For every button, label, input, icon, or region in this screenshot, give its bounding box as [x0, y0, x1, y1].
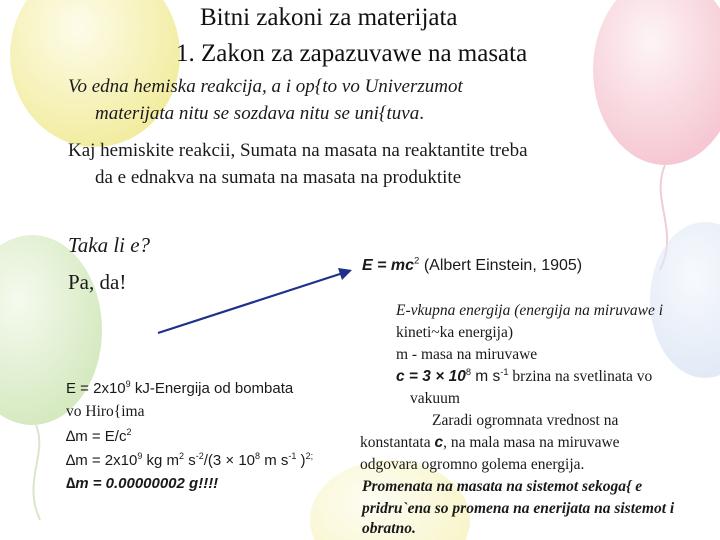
calc-dm-substitution — [66, 452, 313, 469]
sub-exp-2: 2 — [179, 451, 185, 461]
definition-line-8: odgovara ogromno golema energija. — [360, 456, 585, 473]
question-text: Taka li e? — [68, 233, 151, 257]
definition-line-6: Zaradi ogromnata vrednost na — [432, 412, 619, 429]
definition-line-9: Promenata na masata na sistemot sekoga{ e — [362, 478, 643, 495]
speed-exp-1: 8 — [465, 366, 471, 377]
einstein-formula — [362, 257, 582, 275]
calc-dm-result — [66, 475, 218, 492]
sub-part-b: kg m — [142, 452, 180, 469]
sub-part-c: s — [184, 452, 196, 469]
sub-exp-4: 8 — [255, 451, 261, 461]
formula-prefix: E = mc — [362, 257, 415, 274]
formula-attribution: (Albert Einstein, 1905) — [419, 257, 583, 274]
speed-prefix: c = 3 × 10 — [396, 368, 466, 385]
calc-dm-formula-text: m = E/c — [75, 428, 127, 445]
sub-exp-5: -1 — [288, 451, 297, 461]
title-line-2: 1. Zakon za zapazuvawe na masata — [176, 40, 528, 67]
delta-symbol: ∆ — [66, 452, 76, 469]
sub-exp-3: -2 — [195, 451, 204, 461]
delta-symbol: ∆ — [66, 475, 76, 492]
const-suffix: , na mala masa na miruvawe — [443, 434, 620, 451]
const-prefix: konstantata — [360, 434, 435, 451]
calc-energy-prefix: E = 2x10 — [66, 380, 126, 397]
calc-energy — [66, 380, 293, 397]
calc-dm-result-text: m = 0.00000002 g!!!! — [75, 475, 219, 492]
sub-part-f: ) — [296, 452, 306, 469]
calc-dm-formula-exp: 2 — [126, 427, 132, 437]
const-c: c — [434, 434, 444, 451]
law-italic-line-2 — [95, 101, 424, 127]
speed-exp-2: -1 — [500, 366, 509, 377]
definition-line-7 — [360, 432, 620, 454]
delta-symbol: ∆ — [66, 428, 76, 445]
title-line-1: Bitni zakoni za materijata — [200, 4, 458, 31]
calc-hiroshima: vo Hiro{ima — [66, 403, 145, 420]
definition-line-1: E-vkupna energija (energija na miruvawe i — [396, 302, 664, 319]
answer-text: Pa, da! — [68, 270, 127, 294]
definition-line-5: vakuum — [410, 390, 460, 407]
law-italic-line-1: Vo edna hemiska reakcija, a i op{to vo Univerzumot — [68, 76, 463, 97]
sub-part-d: /(3 × 10 — [203, 452, 256, 469]
arrow-to-formula — [158, 268, 352, 333]
calc-energy-suffix: kJ-Energija od bombata — [130, 380, 294, 397]
law-italic-end: . — [419, 103, 424, 124]
calc-dm-formula — [66, 428, 131, 445]
definition-line-2: kineti~ka energija) — [396, 324, 513, 341]
definition-line-10: pridru`ena so promena na enerijata na sistemot i — [362, 500, 675, 517]
law-italic-text: materijata nitu se sozdava nitu se uni{tuva — [95, 103, 420, 124]
definition-line-4 — [396, 366, 652, 388]
law-plain-line-1: Kaj hemiskite reakcii, Sumata na masata na reaktantite treba — [68, 140, 528, 161]
sub-exp-6: 2; — [305, 451, 314, 461]
definition-line-11: obratno. — [362, 520, 416, 537]
sub-part-e: m s — [260, 452, 289, 469]
sub-part-a: m = 2x10 — [75, 452, 138, 469]
speed-suffix: brzina na svetlinata vo — [508, 368, 653, 385]
sub-exp-1: 9 — [137, 451, 143, 461]
definition-line-3: m - masa na miruvawe — [396, 346, 538, 363]
law-plain-line-2: da e ednakva na sumata na masata na produktite — [95, 167, 462, 188]
speed-mid: m s — [470, 368, 501, 385]
calc-energy-exp: 9 — [125, 379, 131, 389]
formula-exponent: 2 — [414, 255, 420, 267]
